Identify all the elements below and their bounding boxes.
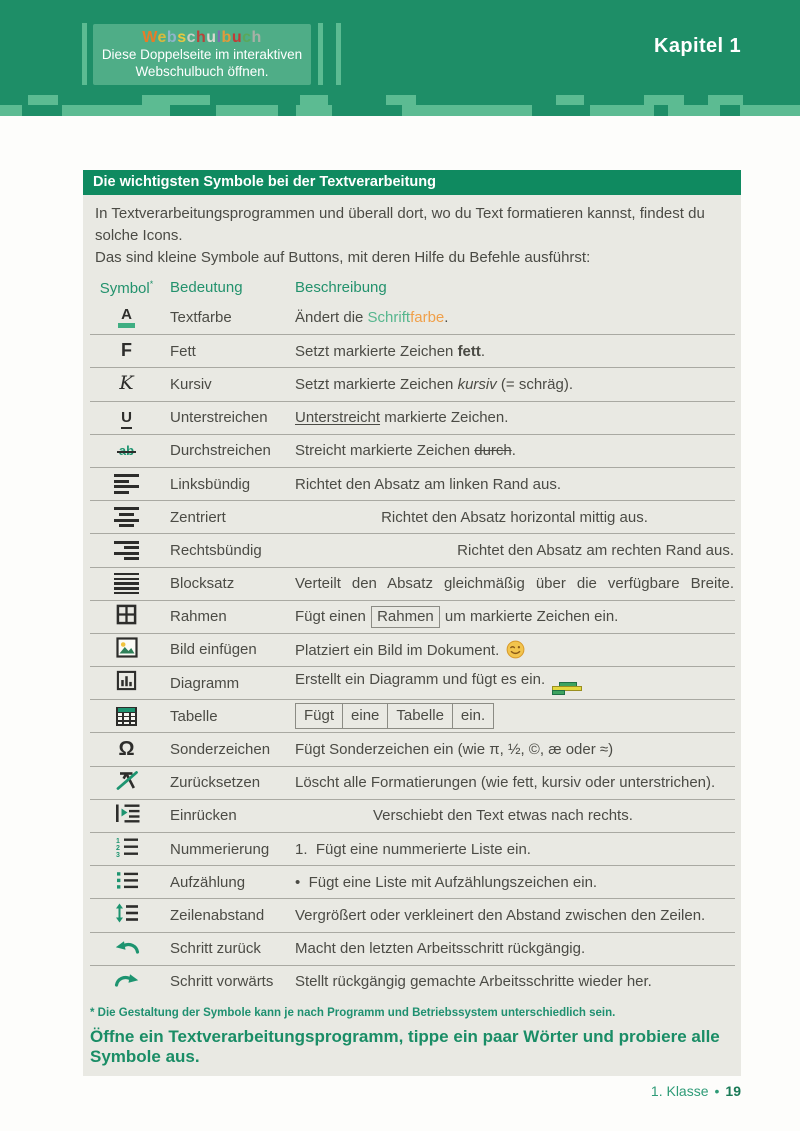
logo-letter: b [166, 28, 178, 46]
page-footer [651, 1083, 741, 1099]
description-segment: Schrift [367, 309, 411, 327]
decorative-block [556, 95, 584, 105]
description-text [295, 874, 735, 891]
description-segment: . [511, 442, 516, 460]
justify-icon [90, 573, 163, 595]
decorative-block [740, 105, 800, 116]
symbol-row-frame [90, 600, 735, 633]
description-segment: Platziert ein Bild im Dokument. [295, 642, 504, 660]
decorative-block [684, 95, 708, 105]
description-segment: Richtet den Absatz am linken Rand aus. [295, 475, 561, 493]
logo-letter: u [206, 28, 217, 46]
meaning-label: Linksbündig [170, 475, 251, 493]
clear-formatting-icon-glyph [115, 769, 139, 796]
decorative-block-strip-top [0, 95, 800, 105]
text-color-icon-glyph: A [118, 307, 135, 328]
description-segment: Verschiebt den Text etwas nach rechts. [373, 807, 633, 825]
description-segment: fett [457, 342, 481, 360]
meaning-label: Textfarbe [170, 309, 232, 327]
text-color-icon [90, 307, 163, 328]
align-left-icon-glyph [114, 474, 139, 494]
decorative-block [532, 105, 590, 116]
description-segment: . [444, 309, 449, 327]
description-segment: Setzt markierte Zeichen [295, 375, 458, 393]
meaning-label: Zeilenabstand [170, 906, 265, 924]
insert-image-icon-glyph [116, 637, 138, 663]
description-segment: Ändert die [295, 309, 368, 327]
description-text [295, 741, 735, 758]
svg-text:3: 3 [115, 852, 120, 858]
decorative-block [216, 105, 278, 116]
column-header-description: Beschreibung [295, 279, 387, 296]
symbol-row-indent [90, 799, 735, 832]
underline-icon [90, 409, 163, 427]
description-segment: • Fügt eine Liste mit Aufzählungszeichen ein. [295, 873, 598, 891]
decorative-block [708, 95, 743, 105]
meaning-label: Kursiv [170, 375, 212, 393]
decorative-block [644, 95, 684, 105]
description-text [295, 608, 735, 625]
decorative-block [0, 105, 22, 116]
description-text [295, 841, 735, 858]
symbol-row-bold [90, 334, 735, 367]
line-spacing-icon-glyph [115, 903, 139, 928]
indent-icon-glyph [114, 803, 140, 828]
meaning-label: Bild einfügen [170, 641, 257, 659]
description-segment: farbe [410, 309, 445, 327]
meaning-label: Schritt zurück [170, 940, 261, 958]
symbol-row-bullet-list [90, 865, 735, 898]
align-right-icon-glyph [114, 541, 139, 561]
logo-letter: h [251, 28, 262, 46]
strikethrough-icon [90, 442, 163, 460]
task-text: Öffne ein Textverarbeitungsprogramm, tippe ein paar Wörter und probiere alle Symbole aus. [90, 1026, 720, 1066]
description-segment: durch [474, 442, 512, 460]
intro-line: In Textverarbeitungsprogrammen und überall dort, wo du Text formatieren kannst, findest du solche Icons. [95, 205, 705, 244]
intro-line: Das sind kleine Symbole auf Buttons, mit deren Hilfe du Befehle ausführst: [95, 249, 591, 266]
logo-button-text-line2: Webschulbuch öffnen. [135, 64, 269, 79]
line-spacing-icon [90, 903, 163, 928]
table-cell: ein. [452, 703, 494, 729]
symbol-row-special-character [90, 732, 735, 765]
logo-letter: c [242, 28, 252, 46]
meaning-label: Diagramm [170, 674, 240, 692]
logo-button-text-line1: Diese Doppelseite im interaktiven [101, 46, 303, 62]
description-text [295, 703, 735, 729]
decorative-block [0, 95, 28, 105]
chart-icon [90, 670, 163, 696]
symbol-row-italic [90, 367, 735, 400]
meaning-label: Rechtsbündig [170, 541, 262, 559]
indent-icon [90, 803, 163, 828]
footer-separator: • [714, 1083, 720, 1099]
meaning-label: Zurücksetzen [170, 774, 261, 792]
description-text [295, 376, 735, 393]
decorative-block [332, 105, 402, 116]
undo-icon [90, 938, 163, 960]
symbol-row-justify [90, 567, 735, 600]
description-segment: Stellt rückgängig gemachte Arbeitsschritte wieder her. [295, 973, 652, 991]
numbered-list-icon-glyph [115, 836, 139, 862]
page-number: 19 [725, 1083, 741, 1099]
decorative-block [296, 105, 332, 116]
decorative-block [402, 105, 532, 116]
italic-icon [90, 374, 163, 394]
symbol-row-align-left [90, 467, 735, 500]
mini-bar-chart-icon [549, 671, 582, 688]
frame-icon [90, 604, 163, 630]
meaning-label: Durchstreichen [170, 442, 271, 460]
symbol-row-align-right [90, 533, 735, 566]
decorative-block [278, 105, 296, 116]
meaning-label: Fett [170, 342, 196, 360]
description-text [295, 807, 735, 824]
decorative-block [720, 105, 740, 116]
description-segment: Richtet den Absatz horizontal mittig aus. [381, 508, 648, 526]
description-text [295, 640, 735, 659]
frame-icon-glyph [116, 604, 137, 630]
description-segment: Unterstreicht [295, 409, 381, 427]
svg-text:2: 2 [115, 845, 120, 853]
symbol-row-numbered-list [90, 832, 735, 865]
description-segment: Vergrößert oder verkleinert den Abstand zwischen den Zeilen. [295, 906, 706, 924]
meaning-label: Rahmen [170, 608, 227, 626]
bullet-list-icon-glyph [115, 870, 139, 895]
description-segment: 1. Fügt eine nummerierte Liste ein. [295, 840, 531, 858]
logo-letter: h [196, 28, 207, 46]
redo-icon-glyph [114, 971, 140, 993]
description-text [295, 476, 735, 493]
webschulbuch-logo [142, 29, 262, 46]
justify-icon-glyph [114, 573, 139, 595]
decorative-block [416, 95, 556, 105]
description-segment: (= schräg). [496, 375, 574, 393]
decorative-block [668, 105, 720, 116]
description-text [295, 671, 735, 695]
bold-icon [90, 341, 163, 361]
chapter-label: Kapitel 1 [654, 35, 741, 57]
description-segment: . [480, 342, 486, 360]
decorative-block [584, 95, 644, 105]
meaning-label: Nummerierung [170, 840, 270, 858]
description-segment: markierte Zeichen. [380, 409, 509, 427]
decorative-block [28, 95, 58, 105]
description-segment: Verteilt den Absatz gleichmäßig über die verfügbare Breite. [295, 575, 734, 593]
description-segment: Erstellt ein Diagramm und fügt es ein. [295, 671, 550, 689]
logo-letter: e [157, 28, 167, 46]
footnote-mark: * [149, 279, 154, 289]
decorative-block [22, 105, 62, 116]
italic-icon-glyph: K [119, 372, 134, 395]
decorative-block [62, 105, 170, 116]
bullet-list-icon [90, 870, 163, 895]
decorative-block [142, 95, 210, 105]
undo-icon-glyph [114, 938, 140, 960]
decorative-block [590, 105, 654, 116]
symbol-row-chart [90, 666, 735, 699]
logo-letter: b [221, 28, 232, 46]
strikethrough-icon-glyph [119, 442, 134, 460]
page-header [0, 0, 800, 95]
table-cell: Tabelle [387, 703, 453, 729]
symbol-row-align-center [90, 500, 735, 533]
description-segment: Streicht markierte Zeichen [295, 442, 475, 460]
redo-icon [90, 971, 163, 993]
align-left-icon [90, 474, 163, 494]
symbol-table [90, 301, 735, 998]
clear-formatting-icon [90, 769, 163, 796]
symbol-row-line-spacing [90, 898, 735, 931]
chart-icon-glyph [116, 670, 137, 696]
table-cell: eine [342, 703, 388, 729]
description-text [295, 542, 735, 559]
table-icon [90, 707, 163, 726]
description-segment: Fügt Sonderzeichen ein (wie π, ½, ©, æ oder ≈) [295, 741, 614, 759]
description-text [295, 409, 735, 426]
column-header-symbol: Symbol* [99, 279, 154, 297]
intro-text [95, 203, 729, 269]
table-icon-glyph [116, 707, 137, 726]
symbol-row-strikethrough [90, 434, 735, 467]
meaning-label: Unterstreichen [170, 409, 268, 427]
logo-letter: W [142, 28, 158, 46]
table-cell: Fügt [295, 703, 343, 729]
webschulbuch-link-button[interactable] [93, 24, 311, 85]
decorative-block [743, 95, 800, 105]
footnote-text: * Die Gestaltung der Symbole kann je nach Programm und Betriebssystem unterschiedlich sein. [90, 1006, 616, 1019]
logo-letter: u [231, 28, 243, 46]
symbol-row-text-color [90, 301, 735, 334]
meaning-label: Schritt vorwärts [170, 973, 274, 991]
meaning-label: Zentriert [170, 508, 226, 526]
description-text [295, 774, 735, 791]
description-segment: Löscht alle Formatierungen (wie fett, kursiv oder unterstrichen). [295, 774, 716, 792]
logo-letter: l [216, 28, 222, 46]
symbol-row-table [90, 699, 735, 732]
decorative-block [170, 105, 216, 116]
description-segment: um markierte Zeichen ein. [440, 608, 619, 626]
column-headers [90, 279, 734, 299]
description-segment: Setzt markierte Zeichen [295, 342, 458, 360]
header-accent-bar [318, 23, 323, 85]
special-character-icon-glyph: Ω [118, 738, 135, 761]
meaning-label: Aufzählung [170, 873, 246, 891]
meaning-label: Einrücken [170, 807, 237, 825]
description-segment: Fügt einen [295, 608, 371, 626]
course-label: 1. Klasse [650, 1083, 709, 1099]
decorative-block [58, 95, 142, 105]
symbol-row-redo [90, 965, 735, 998]
description-text [295, 442, 735, 459]
decorative-block [386, 95, 416, 105]
description-text [295, 343, 735, 360]
description-text [295, 509, 735, 526]
numbered-list-icon [90, 836, 163, 862]
bold-icon-glyph: F [121, 340, 132, 361]
description-text [295, 907, 735, 924]
description-text [295, 309, 735, 326]
decorative-block [300, 95, 328, 105]
meaning-label: Tabelle [170, 707, 218, 725]
align-center-icon [90, 507, 163, 527]
align-right-icon [90, 541, 163, 561]
description-segment: kursiv [457, 375, 497, 393]
symbol-row-insert-image [90, 633, 735, 666]
special-character-icon [90, 739, 163, 760]
description-text [295, 973, 735, 990]
header-accent-bar [82, 23, 87, 85]
meaning-label: Blocksatz [170, 575, 235, 593]
description-text [295, 940, 735, 957]
symbol-row-underline [90, 401, 735, 434]
description-segment: Richtet den Absatz am rechten Rand aus. [457, 541, 734, 559]
decorative-block-strip-bottom [0, 105, 800, 116]
meaning-label: Sonderzeichen [170, 741, 271, 759]
symbols-panel [83, 170, 741, 1076]
decorative-block [328, 95, 386, 105]
winking-smiley-icon [503, 642, 525, 659]
symbol-row-clear-formatting [90, 766, 735, 799]
logo-letter: c [186, 28, 197, 46]
align-center-icon-glyph [114, 507, 139, 527]
symbol-row-undo [90, 932, 735, 965]
description-segment: Macht den letzten Arbeitsschritt rückgängig. [295, 940, 586, 958]
description-text [295, 575, 735, 592]
underline-icon-glyph: U [121, 409, 132, 427]
column-header-meaning: Bedeutung [170, 279, 243, 296]
logo-letter: s [177, 28, 187, 46]
decorative-block [654, 105, 668, 116]
panel-title: Die wichtigsten Symbole bei der Textverarbeitung [83, 170, 741, 195]
svg-text:1: 1 [115, 838, 120, 846]
header-accent-bar [336, 23, 341, 85]
description-segment: Rahmen [371, 606, 440, 628]
insert-image-icon [90, 637, 163, 663]
decorative-block [210, 95, 300, 105]
